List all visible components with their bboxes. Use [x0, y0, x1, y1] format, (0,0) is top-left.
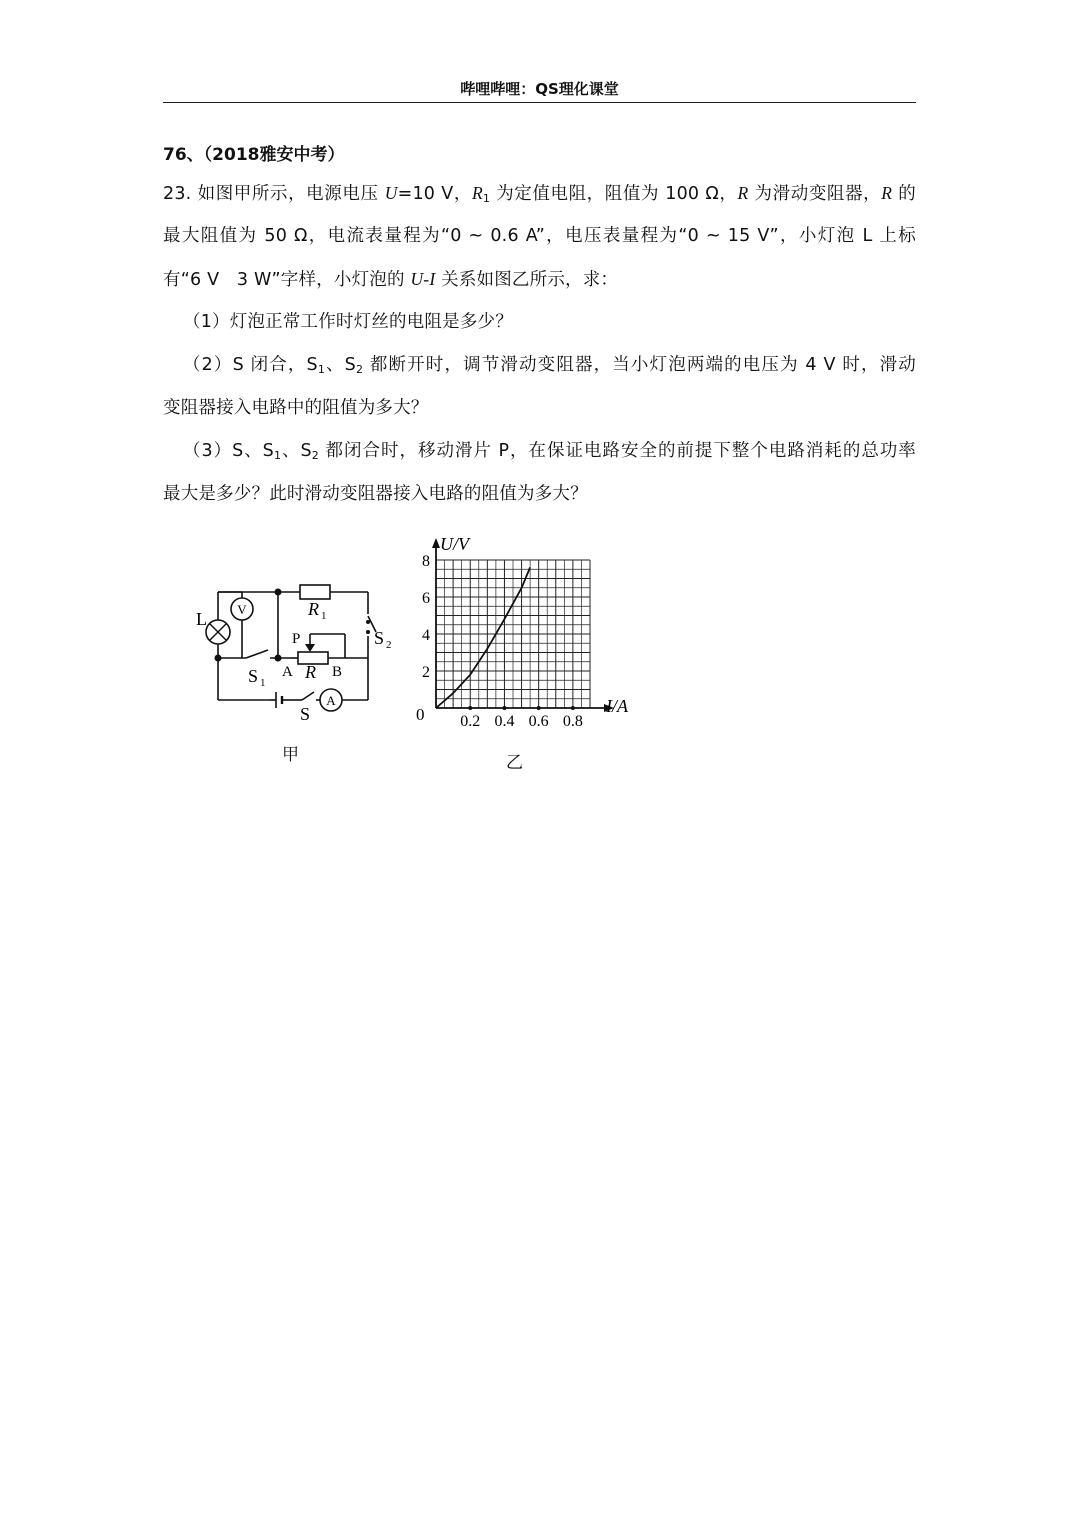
x-tick-label: 0.6: [528, 713, 549, 730]
x-tick-mark: [537, 706, 541, 710]
sub-question-2-line-2: 变阻器接入电路中的阻值为多大？: [163, 398, 429, 418]
sub-question-2-line-1: （2）S 闭合，$S_1$、$S_2$ 都断开时，调节滑动变阻器，当小灯泡两端的电压为 4 V 时，滑动: [183, 355, 916, 376]
voltmeter-icon: [231, 598, 253, 620]
y-tick-label: 8: [422, 553, 430, 570]
ui-curve: [436, 567, 530, 708]
problem-line-2: 最大阻值为 50 Ω，电流表量程为“0 ~ 0.6 A”，电压表量程为“0 ~ 15 V”，小灯泡 L 上标: [163, 226, 916, 246]
sub-question-3-line-1: （3）S、$S_1$、$S_2$ 都闭合时，移动滑片 P，在保证电路安全的前提下整个电路消耗的总功率: [183, 441, 916, 462]
s1-label: S: [248, 666, 259, 686]
s2-label: S: [374, 628, 385, 648]
x-tick-mark: [571, 706, 575, 710]
y-axis-label: U/V: [440, 534, 469, 554]
end-b-label: B: [332, 664, 343, 680]
chart-caption: 乙: [506, 753, 523, 773]
s1-sub-label: 1: [260, 677, 266, 689]
svg-text:A: A: [326, 693, 336, 708]
s2-sub-label: 2: [386, 639, 392, 651]
question-title: 76、（2018雅安中考）: [163, 145, 345, 165]
slider-arrow-icon: [305, 644, 315, 652]
x-tick-mark: [502, 706, 506, 710]
chart-ticks: [422, 553, 583, 730]
x-tick-label: 0.8: [562, 713, 583, 730]
problem-text: [163, 172, 916, 516]
y-axis-arrow-icon: [432, 538, 440, 548]
y-tick-label: 6: [422, 590, 430, 607]
problem-line-3: 有“6 V 3 W”字样，小灯泡的 U-I 关系如图乙所示，求：: [163, 269, 619, 290]
lamp-icon: [206, 620, 230, 644]
page-header: 哔哩哔哩：QS理化课堂: [163, 76, 916, 103]
circuit-diagram: [190, 570, 410, 720]
y-tick-label: 4: [422, 627, 430, 644]
r1-sub-label: 1: [321, 610, 327, 622]
r-label: R: [305, 662, 316, 682]
x-tick-label: 0.4: [494, 713, 515, 730]
x-tick-mark: [468, 706, 472, 710]
circuit-caption: 甲: [282, 745, 299, 765]
origin-label: 0: [416, 705, 425, 724]
r1-label: R: [308, 599, 319, 619]
x-axis-label: I/A: [606, 696, 628, 716]
sub-question-1: （1）灯泡正常工作时灯丝的电阻是多少？: [183, 312, 513, 332]
ammeter-icon: [320, 689, 342, 711]
ui-chart: [410, 530, 650, 740]
lamp-label: L: [196, 609, 207, 629]
end-a-label: A: [282, 664, 293, 680]
sub-question-3-line-2: 最大是多少？此时滑动变阻器接入电路的阻值为多大？: [163, 484, 588, 504]
problem-line-1: 23. 如图甲所示，电源电压 U=10 V，$R_1$ 为定值电阻，阻值为 100 Ω，R 为滑动变阻器，R 的: [163, 183, 916, 205]
slider-p-label: P: [292, 631, 301, 647]
y-tick-label: 2: [422, 664, 430, 681]
svg-text:V: V: [237, 602, 247, 617]
x-tick-label: 0.2: [460, 713, 481, 730]
s-label: S: [300, 704, 311, 720]
